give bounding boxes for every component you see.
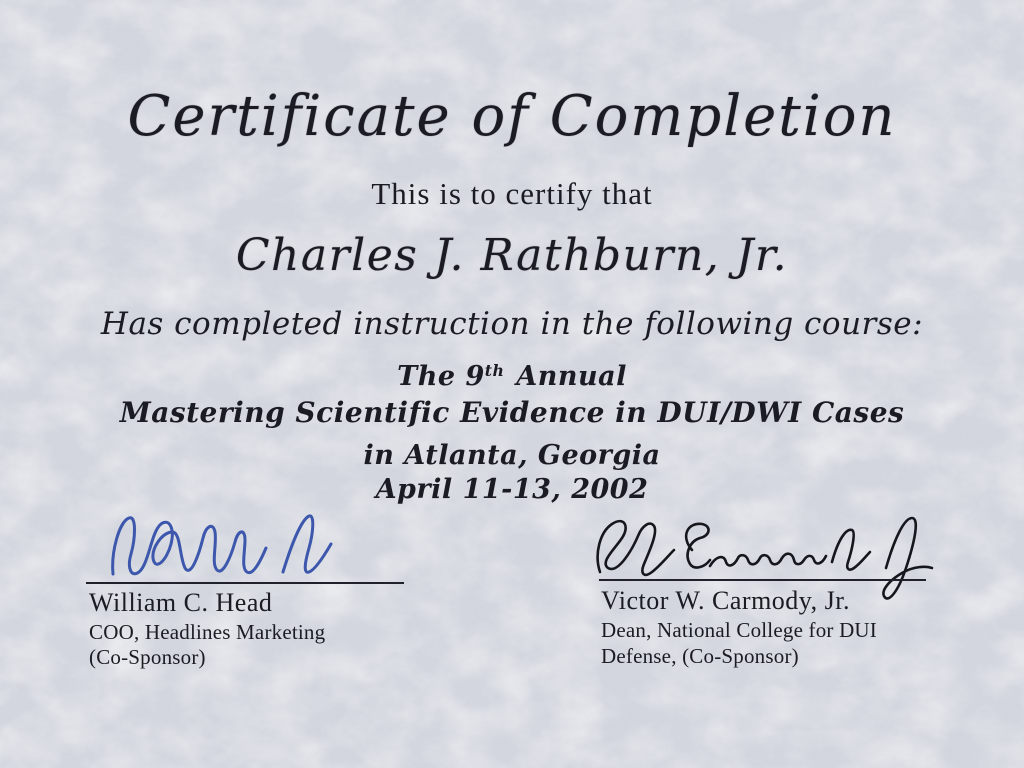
course-edition — [0, 361, 1024, 392]
signatory-right-note: Defense, (Co-Sponsor) — [601, 644, 799, 668]
course-statement: Has completed instruction in the following course: — [100, 306, 924, 342]
course-edition-ordinal: th — [484, 361, 505, 381]
certificate-title: Certificate of Completion — [127, 84, 897, 149]
signature-left-ink — [103, 506, 343, 586]
signatory-left-note: (Co-Sponsor) — [89, 645, 206, 669]
course-edition-prefix: The 9 — [397, 361, 485, 392]
signature-line-right — [599, 579, 926, 581]
certify-line: This is to certify that — [371, 176, 653, 211]
course-dates: April 11-13, 2002 — [375, 474, 649, 505]
signatory-right-name: Victor W. Carmody, Jr. — [601, 586, 850, 615]
signature-line-left — [86, 582, 404, 584]
course-name: Mastering Scientific Evidence in DUI/DWI Cases — [119, 396, 905, 429]
course-edition-suffix: Annual — [516, 361, 627, 392]
signatory-left-title: COO, Headlines Marketing — [89, 620, 326, 644]
recipient-name: Charles J. Rathburn, Jr. — [235, 230, 789, 281]
signatory-left-name: William C. Head — [89, 588, 273, 617]
signatory-right-title: Dean, National College for DUI — [601, 618, 877, 642]
course-location: in Atlanta, Georgia — [363, 440, 661, 471]
